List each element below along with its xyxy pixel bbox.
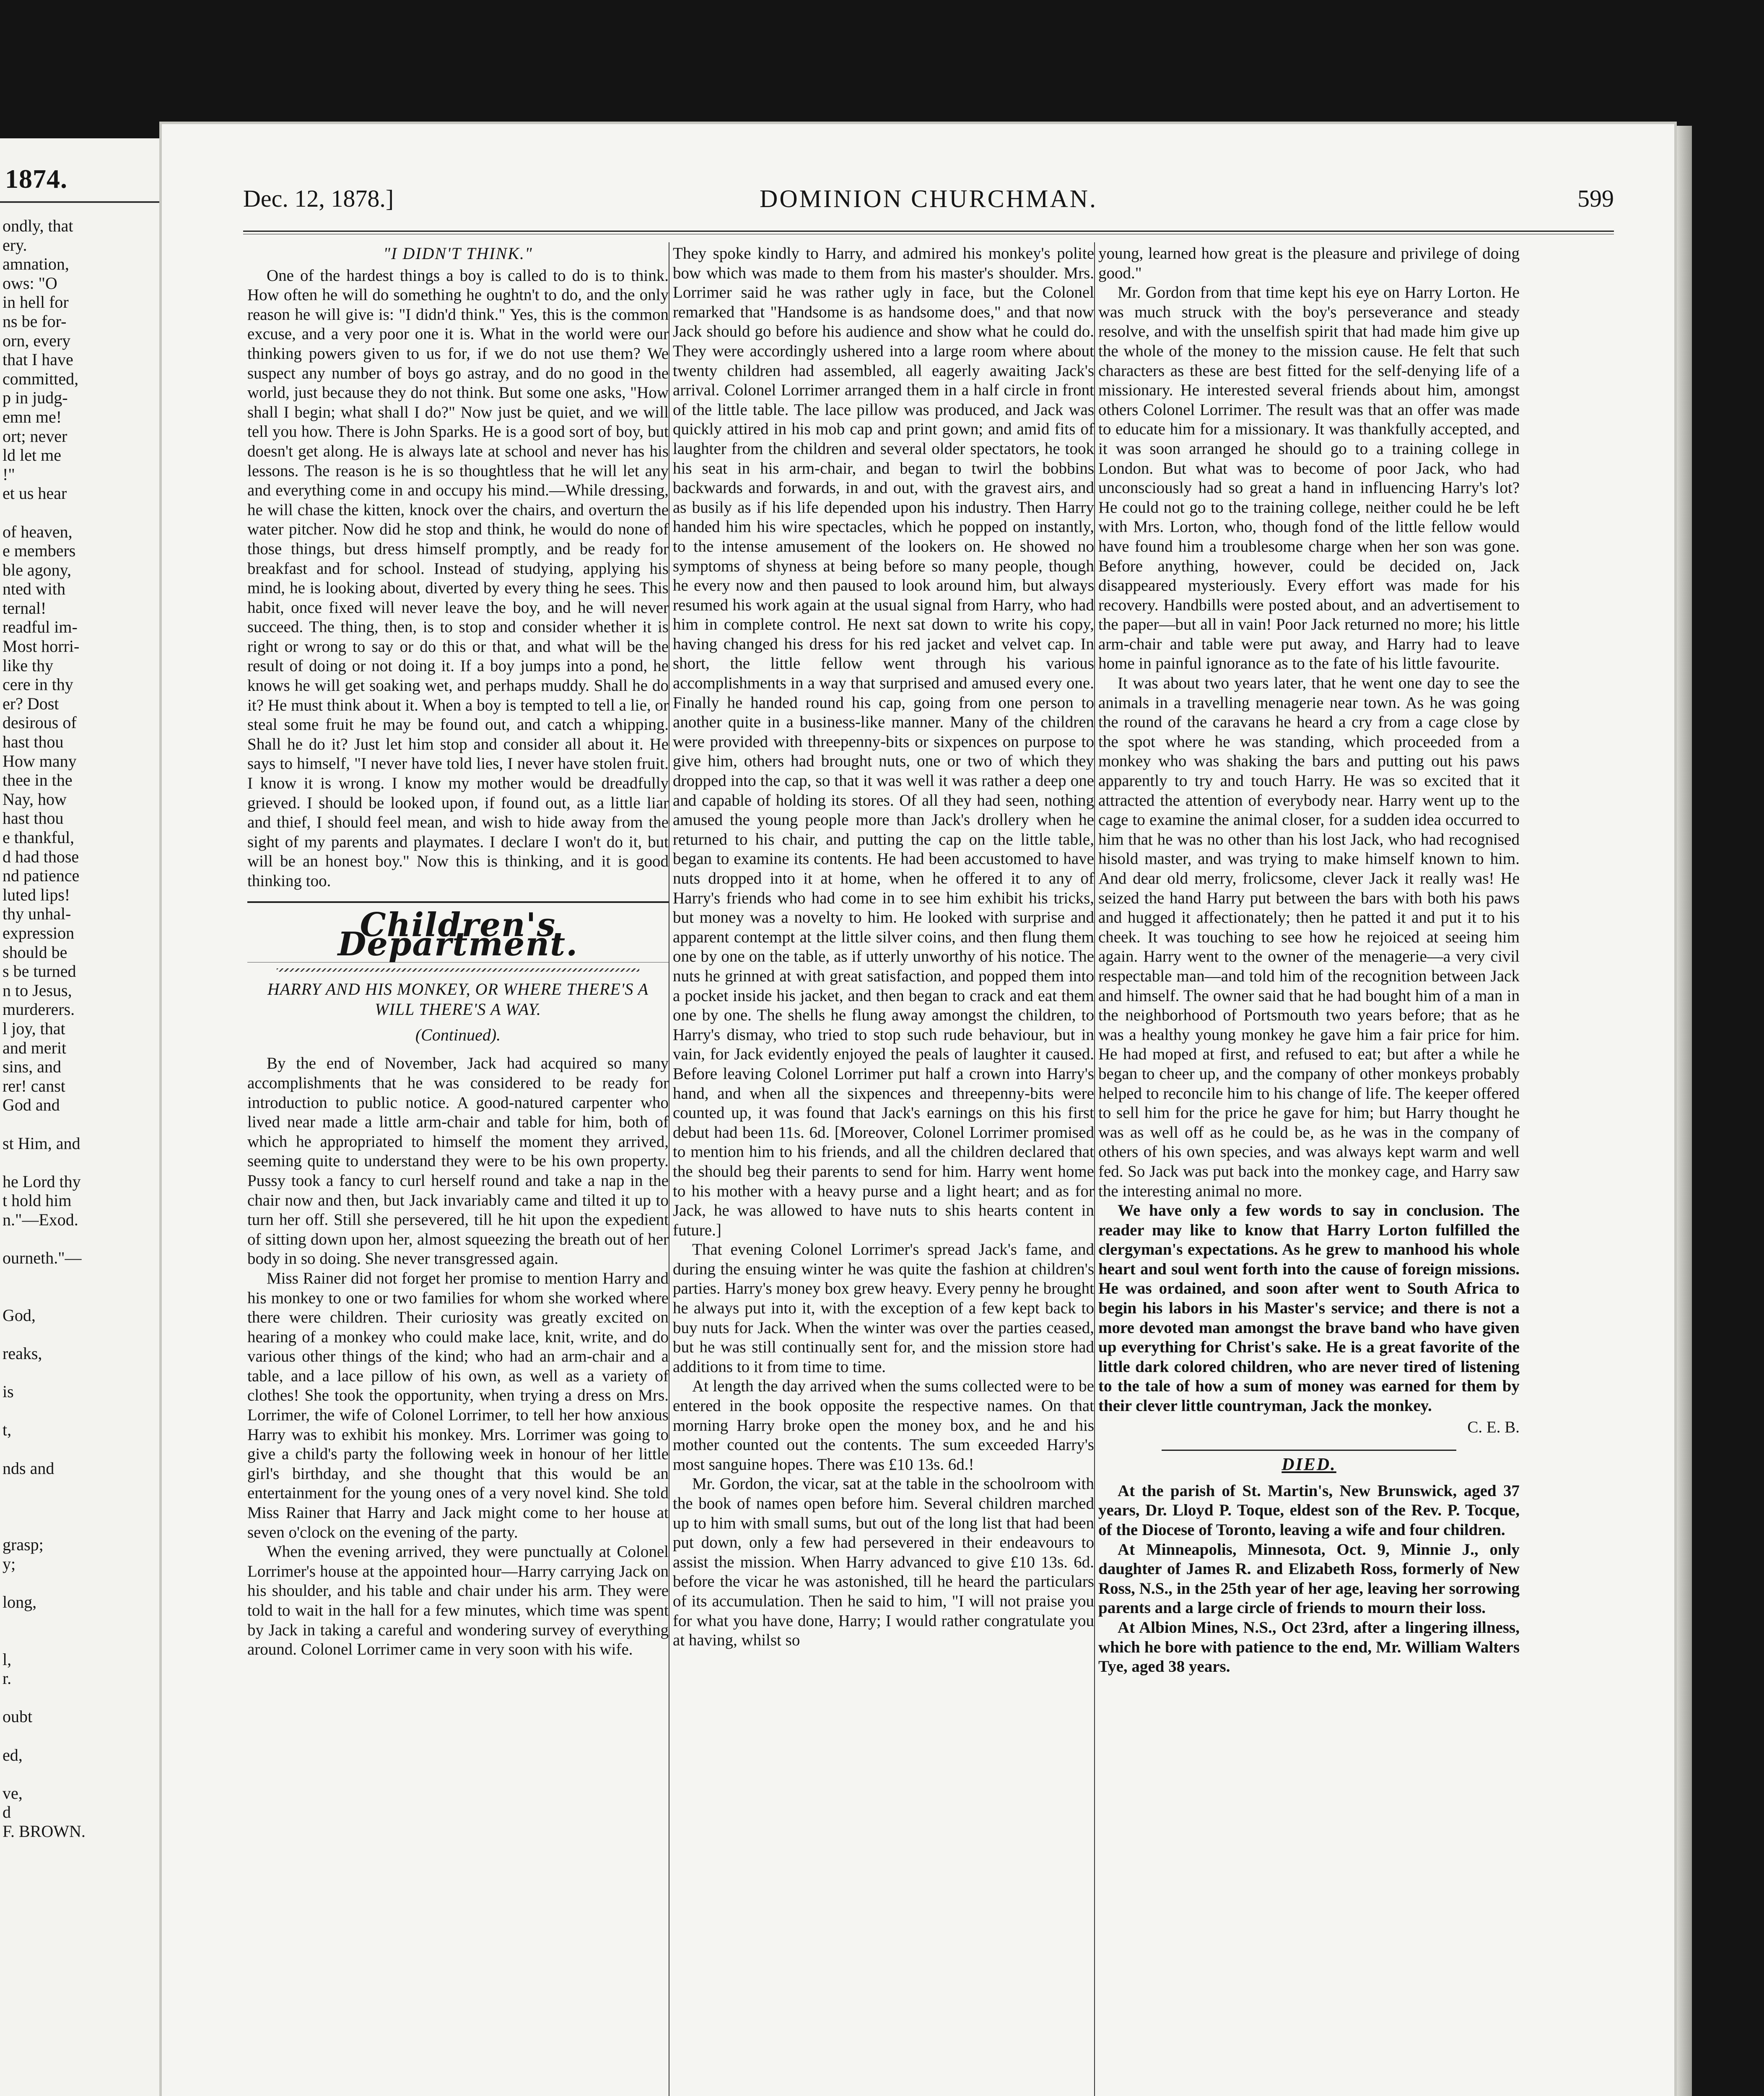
facing-page-text-fragments: ondly, that ery. amnation, ows: "O in hell for ns be for- orn, every that I have committed, p in judg- emn me! ort; never ld let me !" et us hear of heaven, e members ble agony, nted with ternal! readful im- Most horri- like thy cere in thy er? Dost desirous of hast thou How many thee in the Nay, how hast thou e thankful, d had those nd patience luted lips! thy unhal- expression should be s be turned n to Jesus, murderers. l joy, that and merit sins, and rer! canst God and st Him, and he Lord thy t hold him n."—Exod. ourneth."— God, reaks, is t, nds and grasp; y; long, l, r. oubt ed, ve, d F. BROWN. — [3, 216, 86, 1841]
column-1 — [247, 244, 669, 1660]
story-paragraph: Mr. Gordon, the vicar, sat at the table in the schoolroom with the book of names open before him. Several children marched up to him with small sums, but out of the long list that had been put down, only a few had persevered in their endeavours to assist the mission. When Harry advanced to give £10 13s. 6d. before the vicar he was astonished, till he heard the particulars of its accumulation. Then he said to him, "I will not praise you for what you have done, Harry; I would rather congratulate you at having, whilst so — [673, 1475, 1094, 1650]
page-edge — [1677, 126, 1692, 2096]
decorative-rule — [277, 968, 639, 972]
header-rule — [243, 231, 1614, 234]
obituary-entry: At the parish of St. Martin's, New Brunswick, aged 37 years, Dr. Lloyd P. Toque, eldest son of the Rev. P. Tocque, of the Diocese of Toronto, leaving a wife and four children. — [1098, 1481, 1520, 1539]
conclusion-block — [1098, 1201, 1520, 1677]
column-2 — [673, 244, 1094, 1650]
page-header — [243, 180, 1614, 226]
story-title: HARRY AND HIS MONKEY, OR WHERE THERE'S A WILL THERE'S A WAY. — [267, 979, 649, 1019]
died-heading: DIED. — [1281, 1455, 1336, 1475]
story-paragraph: When the evening arrived, they were punctually at Colonel Lorrimer's house at the appointed hour—Harry carrying Jack on his shoulder, and his table and chair under his arm. They were told to wait in the hall for a few minutes, which time was spent by Jack in taking a careful and wondering survey of everything around. Colonel Lorrimer came in very soon with his wife. — [247, 1543, 669, 1659]
story-paragraph: We have only a few words to say in conclusion. The reader may like to know that Harry Lorton fulfilled the clergyman's expectations. As he grew to manhood his whole heart and soul went forth into the cause of foreign missions. He was ordained, and soon after went to South Africa to begin his labors in his Master's service; and there is not a more devoted man amongst the brave band who have given up everything for Christ's sake. He is a great favorite of the little dark colored children, who are never tired of listening to the tale of how a sum of money was earned for them by their clever little countryman, Jack the monkey. — [1098, 1201, 1520, 1415]
obituary-entry: At Albion Mines, N.S., Oct 23rd, after a lingering illness, which he bore with patience to the end, Mr. William Walters Tye, aged 38 years. — [1098, 1618, 1520, 1676]
section-rule — [1162, 1450, 1457, 1451]
article-paragraph: One of the hardest things a boy is called to do is to think. How often he will do something he oughtn't to do, and the only reason he will give is: "I didn'd think." Yes, this is the common excuse, and a very poor one it is. What in the world were our thinking powers given to us for, if we do not use them? We suspect any number of boys go astray, and do no good in the world, just because they do not think. But some one asks, "How shall I begin; what shall I do?" Now just be quiet, and we will tell you how. There is John Sparks. He is a good sort of boy, but doesn't get along. He is always late at school and never has his lessons. The reason is he is so thoughtless that he will let any and everything come in and occupy his mind.—While dressing, he will chase the kitten, knock over the chairs, and overturn the water pitcher. Now did he stop and think, he would do none of those things, but dress himself promptly, and be ready for breakfast and for school. Instead of studying, applying his mind, he is looking about, diverted by every thing he sees. This habit, once fixed will never leave the boy, and he will never succeed. The thing, then, is to stop and consider whether it is right or wrong to say or do this or that, and what will be the result of doing or not doing it. If a boy jumps into a pond, he knows he will get soaking wet, and perhaps muddy. Shall he do it? He must think about it. When a boy is tempted to tell a lie, or steal some fruit he may be found out, and catch a whipping. Shall he do it? Just let him stop and consider all about it. He says to himself, "I never have told lies, I never have stolen fruit. I know it is wrong. I know my mother would be dreadfully grieved. I should be looked upon, if found out, as a little liar and thief, I should feel mean, and wish to hide away from the sight of my parents and playmates. I declare I won't do it, but will be an honest boy." Now this is thinking, and it is good thinking too. — [247, 266, 669, 890]
column-divider — [1094, 242, 1095, 2096]
story-paragraph: They spoke kindly to Harry, and admired his monkey's polite bow which was made to them from his master's shoulder. Mrs. Lorrimer said he was rather ugly in face, but the Colonel remarked that "Handsome is as handsome does," and that now Jack should go before his audience and show what he could do. They were accordingly ushered into a large room where about twenty children had assembled, all eagerly awaiting Jack's arrival. Colonel Lorrimer arranged them in a half circle in front of the little table. The lace pillow was produced, and Jack was quickly attired in his mob cap and print gown; and amid fits of laughter from the children and several older spectators, he took his seat in his arm-chair, and began to twirl the bobbins backwards and forwards, in and out, with the gravest airs, and as busily as if his life depended upon his industry. Then Harry handed him his wire spectacles, which he popped on instantly, to the intense amusement of the lookers on. He showed no symptoms of shyness at being before so many people, though he every now and then paused to look around him, but always resumed his work again at the usual signal from Harry, who had him in complete control. He next sat down to write his copy, having changed his dress for his red jacket and velvet cap. In short, the little fellow went through his various accomplishments in a way that surprised and amused every one. Finally he handed round his cap, going from one person to another quite in a business-like manner. Many of the children were provided with threepenny-bits or sixpences on purpose to give him, others had brought nuts, one or two of which they dropped into the cap, so that it was well it was rather a deep one and capable of holding its stores. Of all they had seen, nothing amused the young people more than Jack's drollery when he returned to his chair, and putting the cap on the little table, began to examine its contents. He had been accustomed to have nuts dropped into it at home, when he offered it to any of Harry's friends who had come in to see him exhibit his tricks, but money was a novelty to him. He looked with surprise and apparent contempt at the little silver coins, and then flung them one by one on the table, as if utterly unworthy of his notice. The nuts he grinned at with great satisfaction, and popped them into a pocket inside his jacket, and then began to crack and eat them one by one. The shells he flung away amongst the children, to Harry's dismay, who tried to stop such rude behaviour, but in vain, for Jack evidently enjoyed the peals of laughter it caused. Before leaving Colonel Lorrimer put half a crown into Harry's hand, and when all the sixpences and threepenny-bits were counted up, it was found that Jack's earnings on this his first debut had been 11s. 6d. [Moreover, Colonel Lorrimer promised to mention him to his friends, and all the children declared that the should beg their parents to send for him. Harry went home to his mother with a heavy purse and a light heart; and as for Jack, he was allowed to have nuts to shis hearts content in future.] — [673, 244, 1094, 1239]
column-3 — [1098, 244, 1520, 1677]
issue-date: Dec. 12, 1878.] — [243, 185, 394, 212]
article-title: "I DIDN'T THINK." — [383, 244, 533, 263]
story-paragraph: By the end of November, Jack had acquired so many accomplishments that he was considered to be ready for introduction to public notice. A good-natured carpenter who lived near made a little arm-chair and table for him, both of which he appropriated to himself the moment they arrived, seeming quite to understand they were to be his own property. Pussy took a fancy to curl herself round and take a nap in the chair now and then, but Jack invariably came and tilted it up to turn her off. Still she persevered, till he hit upon the expedient of sitting down upon her, almost squeezing the breath out of her body in so doing. She never transgressed again. — [247, 1054, 669, 1268]
continued-label: (Continued). — [415, 1025, 501, 1044]
story-paragraph: At length the day arrived when the sums collected were to be entered in the book opposite the respective names. On that morning Harry broke open the money box, and he and his mother counted out the contents. The sum exceeded Harry's most sanguine hopes. There was £10 13s. 6d.! — [673, 1377, 1094, 1473]
publication-title: DOMINION CHURCHMAN. — [759, 185, 1098, 213]
story-paragraph: young, learned how great is the pleasure and privilege of doing good." — [1098, 244, 1520, 282]
story-paragraph: That evening Colonel Lorrimer's spread Jack's fame, and during the ensuing winter he was quite the fashion at children's parties. Harry's money box grew heavy. Every penny he brought he always put into it, with the exception of a few kept back to buy nuts for Jack. When the winter was over the parties ceased, but he was still continually sent for, and the mission store had additions to it from time to time. — [673, 1240, 1094, 1376]
author-signature: C. E. B. — [1467, 1418, 1520, 1436]
story-paragraph: Mr. Gordon from that time kept his eye on Harry Lorton. He was much struck with the boy's perseverance and steady resolve, and with the unselfish spirit that had made him give up the whole of the money to the mission cause. He felt that such characters as these are best fitted for the self-denying life of a missionary. He interested several friends about him, amongst others Colonel Lorrimer. The result was that an offer was made to educate him for a missionary. It was thankfully accepted, and it was soon arranged he should go to a training college in London. But what was to become of poor Jack, who had unconsciously had so great a hand in influencing Harry's lot? He could not go to the training college, neither could he be left with Mrs. Lorton, who, though fond of the little fellow would have found him a troublesome charge when her son was gone. Before anything, however, could be decided on, Jack disappeared mysteriously. Every effort was made for his recovery. Handbills were posted about, and an advertisement to the paper—but all in vain! Poor Jack returned no more; his little arm-chair and table were put away, and Harry had to leave home in painful ignorance as to the fate of his little favourite. — [1098, 283, 1520, 673]
department-banner — [247, 901, 669, 962]
page-number: 599 — [1577, 185, 1614, 212]
facing-page — [0, 138, 184, 2096]
story-paragraph: It was about two years later, that he went one day to see the animals in a travelling menagerie near town. As he was going the round of the caravans he heard a cry from a cage close by the spot where he was standing, which proceeded from a monkey who was shaking the bars and putting out his paws apparently to try and touch Harry. He was so excited that it attracted the attention of everybody near. Harry went up to the cage to examine the animal closer, for a sudden idea occurred to him that he was no other than his lost Jack, who had recognised hisold master, and was trying to make himself known to him. And dear old merry, frolicsome, clever Jack it really was! He seized the hand Harry put between the bars with both his paws and hugged it affectionately; then he patted it and put it to his cheek. It was touching to see how he rejoiced at seeing him again. Harry went to the owner of the menagerie—a very civil respectable man—and told him of the recognition between Jack and himself. The owner said that he had bought him of a man in the neighborhood of Portsmouth two years before; that as he was a healthy young monkey he gave him a fair price for him. He had moped at first, and refused to eat; but after a while he began to cheer up, and the company of other monkeys probably helped to reconcile him to his change of life. The keeper offered to sell him for the price he gave for him; but Harry thought he was as well off as he could be, as he was in the company of others of his own species, and was always kept warm and well fed. So Jack was put back into the monkey cage, and Harry saw the interesting animal no more. — [1098, 674, 1520, 1200]
facing-page-year: 1874. — [5, 164, 67, 194]
newspaper-page — [159, 122, 1677, 2096]
department-heading: Children's Department. — [337, 905, 578, 964]
facing-page-rule — [0, 201, 184, 203]
story-paragraph: Miss Rainer did not forget her promise to mention Harry and his monkey to one or two families for whom she worked where there were children. Their curiosity was greatly excited on hearing of a monkey who could make lace, knit, write, and do various other things of the kind; who had an arm-chair and a table, and a lace pillow of his own, as well as a variety of clothes! She took the opportunity, when trying a dress on Mrs. Lorrimer, the wife of Colonel Lorrimer, to tell her how anxious Harry was to exhibit his monkey. Mrs. Lorrimer was going to give a child's party the following week in honour of her little girl's birthday, and she thought that this would be an entertainment for the young ones of a very novel kind. She told Miss Rainer that Harry and Jack might come to her house at seven o'clock on the evening of the party. — [247, 1269, 669, 1541]
obituary-entry: At Minneapolis, Minnesota, Oct. 9, Minnie J., only daughter of James R. and Elizabeth Ross, formerly of New Ross, N.S., in the 25th year of her age, leaving her sorrowing parents and a large circle of friends to mourn their loss. — [1098, 1540, 1520, 1617]
